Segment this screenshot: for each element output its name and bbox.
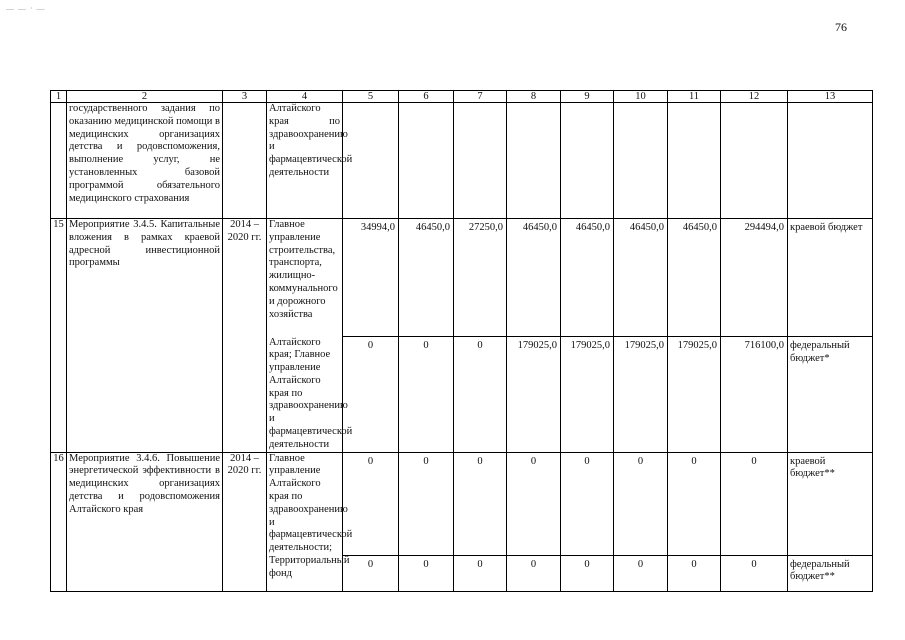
value-cell: 179025,0 (561, 337, 614, 453)
value-cell: 0 (668, 555, 721, 591)
value-cell: 0 (343, 337, 399, 453)
corner-mark: — — · — (6, 4, 46, 13)
value-cell: 0 (614, 452, 668, 555)
table-cell (614, 103, 668, 219)
value-cell: 0 (614, 555, 668, 591)
source-cell: краевой бюджет (788, 219, 873, 337)
value-cell: 0 (343, 555, 399, 591)
header-cell: 10 (614, 91, 668, 103)
header-row (51, 91, 873, 103)
value-cell: 179025,0 (507, 337, 561, 453)
value-cell: 0 (399, 452, 454, 555)
row-number: 16 (51, 452, 67, 591)
value-cell: 179025,0 (614, 337, 668, 453)
value-cell: 46450,0 (561, 219, 614, 337)
table-cell (454, 103, 507, 219)
table-cell (507, 103, 561, 219)
table-cell (223, 103, 267, 219)
table-cell (51, 103, 67, 219)
value-cell: 0 (507, 555, 561, 591)
executor-cell: Территориальный фонд (267, 555, 343, 591)
value-cell: 0 (561, 452, 614, 555)
value-cell: 46450,0 (668, 219, 721, 337)
period-cell: 2014 – 2020 гг. (223, 452, 267, 591)
value-cell: 46450,0 (507, 219, 561, 337)
executor-cell: Алтайского края по здравоохранению и фармацевтической деятельности (267, 103, 343, 219)
header-cell: 11 (668, 91, 721, 103)
header-cell: 7 (454, 91, 507, 103)
header-cell: 5 (343, 91, 399, 103)
header-cell: 8 (507, 91, 561, 103)
value-cell: 46450,0 (399, 219, 454, 337)
period-cell: 2014 – 2020 гг. (223, 219, 267, 453)
value-cell: 0 (561, 555, 614, 591)
executor-cell: Главное управление строительства, транспорта, жилищно-коммунального и дорожного хозяйства (267, 219, 343, 337)
header-cell: 2 (67, 91, 223, 103)
source-cell: федеральный бюджет** (788, 555, 873, 591)
table-cell (399, 103, 454, 219)
event-cell: государственного задания по оказанию медицинской помощи в медицинских организациях детства и родовспоможения, выполнение услуг, не установленных базовой программой обязательного медицинского страхования (67, 103, 223, 219)
continuation-row (51, 103, 873, 219)
value-cell: 46450,0 (614, 219, 668, 337)
event-cell: Мероприятие 3.4.5. Капитальные вложения в рамках краевой адресной инвестиционной программы (67, 219, 223, 453)
value-cell: 0 (454, 337, 507, 453)
value-cell: 0 (454, 555, 507, 591)
value-cell: 0 (721, 452, 788, 555)
header-cell: 1 (51, 91, 67, 103)
source-cell: федеральный бюджет* (788, 337, 873, 453)
value-cell: 0 (454, 452, 507, 555)
table-row (51, 219, 873, 337)
header-cell: 13 (788, 91, 873, 103)
executor-cell: Алтайского края; Главное управление Алтайского края по здравоохранению и фармацевтической деятельности (267, 337, 343, 453)
value-cell: 716100,0 (721, 337, 788, 453)
table-cell (721, 103, 788, 219)
table-row (51, 452, 873, 555)
value-cell: 27250,0 (454, 219, 507, 337)
value-cell: 0 (399, 337, 454, 453)
header-cell: 12 (721, 91, 788, 103)
page-number: 76 (835, 20, 847, 34)
source-cell: краевой бюджет** (788, 452, 873, 555)
header-cell: 4 (267, 91, 343, 103)
header-cell: 6 (399, 91, 454, 103)
value-cell: 0 (507, 452, 561, 555)
value-cell: 0 (343, 452, 399, 555)
value-cell: 294494,0 (721, 219, 788, 337)
value-cell: 0 (668, 452, 721, 555)
event-cell: Мероприятие 3.4.6. Повышение энергетической эффективности в медицинских организациях детства и родовспоможения Алтайского края (67, 452, 223, 591)
row-number: 15 (51, 219, 67, 453)
table-cell (788, 103, 873, 219)
program-events-table (50, 90, 873, 592)
table-cell (668, 103, 721, 219)
header-cell: 3 (223, 91, 267, 103)
value-cell: 0 (399, 555, 454, 591)
value-cell: 179025,0 (668, 337, 721, 453)
value-cell: 34994,0 (343, 219, 399, 337)
value-cell: 0 (721, 555, 788, 591)
header-cell: 9 (561, 91, 614, 103)
executor-cell: Главное управление Алтайского края по здравоохранению и фармацевтической деятельности; (267, 452, 343, 555)
table-cell (561, 103, 614, 219)
